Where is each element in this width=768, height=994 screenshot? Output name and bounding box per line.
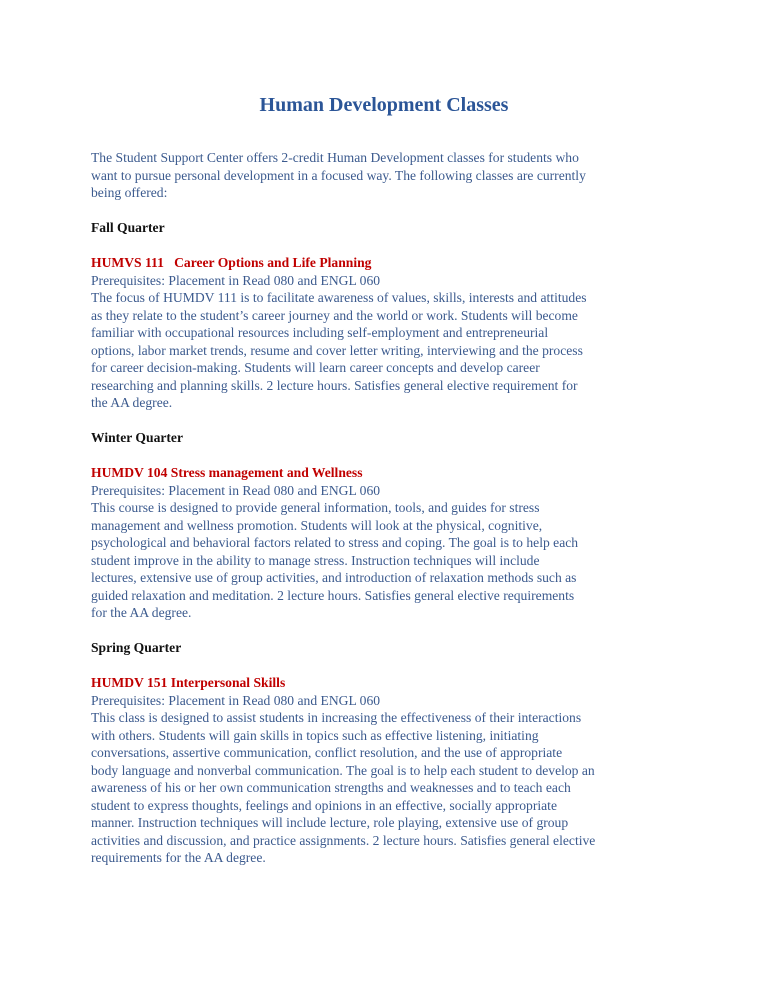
course-description-line: psychological and behavioral factors related to stress and coping. The goal is to help each [91,535,579,550]
course-description-line: The focus of HUMDV 111 is to facilitate awareness of values, skills, interests and attitudes [91,290,587,305]
quarter-section [91,639,691,867]
course-block [91,674,691,867]
quarter-section [91,429,691,622]
course-title: HUMDV 104 Stress management and Wellness [91,465,363,480]
course-description-line: conversations, assertive communication, conflict resolution, and the use of appropriate [91,745,563,760]
course-description-line: with others. Students will gain skills in topics such as effective listening, initiating [91,727,539,743]
course-description-line: as they relate to the student’s career journey and the world or work. Students will become [91,307,578,323]
intro-line: want to pursue personal development in a focused way. The following classes are currently [91,167,586,183]
course-description-line: This class is designed to assist students in increasing the effectiveness of their interactions [91,710,582,725]
course-description-line: manner. Instruction techniques will include lecture, role playing, extensive use of group [91,815,569,830]
course-prerequisites: Prerequisites: Placement in Read 080 and ENGL 060 [91,482,381,498]
intro-line: The Student Support Center offers 2-credit Human Development classes for students who [91,150,579,165]
course-description-line: management and wellness promotion. Students will look at the physical, cognitive, [91,517,543,533]
intro-paragraph [91,149,691,202]
course-description-line: requirements for the AA degree. [91,850,266,865]
course-title: HUMVS 111 Career Options and Life Planning [91,255,372,270]
course-title: HUMDV 151 Interpersonal Skills [91,675,286,690]
course-description-line: student to express thoughts, feelings and opinions in an effective, socially appropriate [91,797,557,813]
course-description-line: for career decision-making. Students will learn career concepts and develop career [91,360,540,375]
quarter-heading: Winter Quarter [91,430,183,445]
course-description-line: guided relaxation and meditation. 2 lecture hours. Satisfies general elective requirements [91,587,575,603]
course-description-line: familiar with occupational resources including self-employment and entrepreneurial [91,325,549,340]
course-description-line: body language and nonverbal communication. The goal is to help each student to develop an [91,762,595,778]
course-prerequisites: Prerequisites: Placement in Read 080 and ENGL 060 [91,272,381,288]
course-block [91,464,691,622]
course-description-line: awareness of his or her own communication strengths and weaknesses and to teach each [91,780,571,795]
intro-line: being offered: [91,185,168,200]
course-description-line: This course is designed to provide general information, tools, and guides for stress [91,500,540,515]
course-description-line: student improve in the ability to manage stress. Instruction techniques will include [91,552,540,568]
quarter-heading: Spring Quarter [91,640,182,655]
document-page [91,92,691,884]
quarter-heading: Fall Quarter [91,220,165,235]
course-description-line: researching and planning skills. 2 lecture hours. Satisfies general elective requirement for [91,377,578,393]
course-description-line: options, labor market trends, resume and cover letter writing, interviewing and the process [91,342,583,358]
page-title: Human Development Classes [259,94,509,116]
quarter-section [91,219,691,412]
course-description-line: for the AA degree. [91,605,192,620]
course-description-line: the AA degree. [91,395,173,410]
course-description-line: lectures, extensive use of group activities, and introduction of relaxation methods such as [91,570,577,585]
course-prerequisites: Prerequisites: Placement in Read 080 and ENGL 060 [91,692,381,708]
course-description-line: activities and discussion, and practice assignments. 2 lecture hours. Satisfies general elective [91,832,596,848]
course-block [91,254,691,412]
